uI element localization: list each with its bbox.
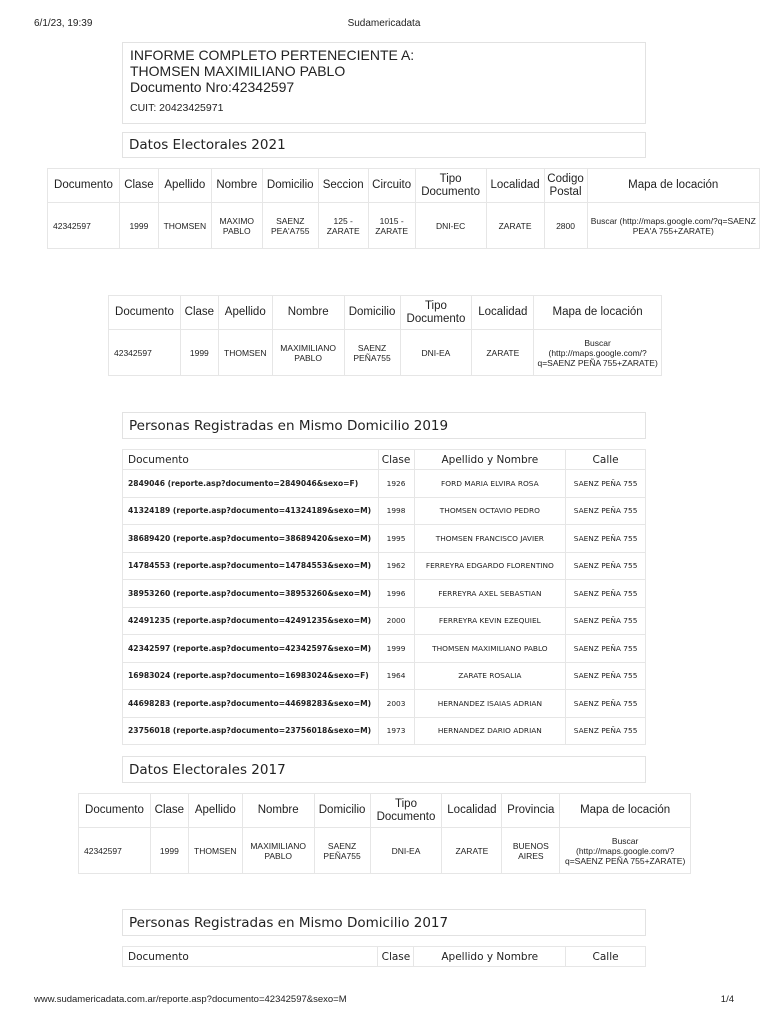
table-cell: SAENZ PEÑA 755 [566, 662, 646, 690]
column-header: Documento [123, 450, 379, 470]
column-header: Documento [79, 794, 151, 828]
column-header: Domicilio [262, 169, 318, 203]
page-number: 1/4 [720, 994, 734, 1005]
table-cell: HERNANDEZ DARIO ADRIAN [414, 717, 566, 745]
persons-2017-table [122, 946, 646, 967]
table-cell: THOMSEN [218, 330, 272, 376]
table-row [123, 690, 646, 718]
table-header-row [123, 947, 646, 967]
table-header-row [123, 450, 646, 470]
table-cell: MAXIMILIANO PABLO [272, 330, 344, 376]
map-link[interactable]: Buscar (http://maps.google.com/?q=SAENZ PEÑA 755+ZARATE) [534, 330, 662, 376]
document-link[interactable]: 23756018 (reporte.asp?documento=23756018&sexo=M) [123, 717, 379, 745]
column-header: Calle [566, 947, 646, 967]
table-cell: FERREYRA EDGARDO FLORENTINO [414, 552, 566, 580]
table-cell: 2800 [544, 203, 587, 249]
table-cell: ZARATE ROSALIA [414, 662, 566, 690]
table-cell: 1962 [378, 552, 414, 580]
table-cell: MAXIMO PABLO [211, 203, 262, 249]
electoral-2017-table [78, 793, 691, 874]
table-cell: SAENZ PEÑA 755 [566, 497, 646, 525]
column-header: Apellido [218, 296, 272, 330]
column-header: Tipo Documento [400, 296, 472, 330]
table-cell: THOMSEN MAXIMILIANO PABLO [414, 635, 566, 663]
column-header: Nombre [242, 794, 314, 828]
print-url: www.sudamericadata.com.ar/reporte.asp?documento=42342597&sexo=M [34, 994, 347, 1005]
table-cell: SAENZ PEÑA 755 [566, 690, 646, 718]
table-row [79, 828, 691, 874]
table-row [123, 525, 646, 553]
table-cell: 1926 [378, 470, 414, 498]
table-cell: SAENZ PEÑA 755 [566, 607, 646, 635]
column-header: Mapa de locación [560, 794, 691, 828]
column-header: Seccion [318, 169, 368, 203]
table-cell: 1995 [378, 525, 414, 553]
column-header: Documento [109, 296, 181, 330]
column-header: Codigo Postal [544, 169, 587, 203]
table-cell: ZARATE [486, 203, 544, 249]
table-cell: FORD MARIA ELVIRA ROSA [414, 470, 566, 498]
column-header: Documento [48, 169, 120, 203]
print-site-title: Sudamericadata [347, 18, 421, 29]
document-link[interactable]: 42342597 (reporte.asp?documento=42342597&sexo=M) [123, 635, 379, 663]
table-cell: THOMSEN [158, 203, 211, 249]
table-cell: SAENZ PEÑA 755 [566, 552, 646, 580]
table-header-row [79, 794, 691, 828]
section-title-persons-2017: Personas Registradas en Mismo Domicilio 2017 [122, 909, 646, 936]
column-header: Tipo Documento [415, 169, 486, 203]
column-header: Localidad [486, 169, 544, 203]
document-link[interactable]: 38689420 (reporte.asp?documento=38689420&sexo=M) [123, 525, 379, 553]
column-header: Domicilio [314, 794, 370, 828]
column-header: Domicilio [344, 296, 400, 330]
report-document-number: Documento Nro:42342597 [130, 79, 295, 95]
column-header: Clase [378, 947, 414, 967]
section-title-electoral-2021: Datos Electorales 2021 [122, 132, 646, 158]
table-cell: SAENZ PEÑA755 [344, 330, 400, 376]
table-row [123, 662, 646, 690]
column-header: Apellido [158, 169, 211, 203]
table-row [109, 330, 662, 376]
column-header: Mapa de locación [534, 296, 662, 330]
table-header-row [109, 296, 662, 330]
table-cell: DNI-EC [415, 203, 486, 249]
report-person-name: THOMSEN MAXIMILIANO PABLO [130, 63, 346, 79]
table-cell: FERREYRA AXEL SEBASTIAN [414, 580, 566, 608]
document-link[interactable]: 2849046 (reporte.asp?documento=2849046&sexo=F) [123, 470, 379, 498]
column-header: Localidad [442, 794, 502, 828]
column-header: Nombre [272, 296, 344, 330]
table-cell: 42342597 [109, 330, 181, 376]
table-cell: HERNANDEZ ISAIAS ADRIAN [414, 690, 566, 718]
column-header: Localidad [472, 296, 534, 330]
table-cell: SAENZ PEÑA 755 [566, 525, 646, 553]
table-cell: SAENZ PEÑA 755 [566, 580, 646, 608]
section-title-electoral-2017: Datos Electorales 2017 [122, 756, 646, 783]
report-cuit: CUIT: 20423425971 [130, 102, 224, 114]
table-header-row [48, 169, 760, 203]
print-header [34, 18, 734, 30]
table-cell: ZARATE [472, 330, 534, 376]
column-header: Provincia [502, 794, 560, 828]
report-title: INFORME COMPLETO PERTENECIENTE A: [130, 47, 415, 63]
print-date: 6/1/23, 19:39 [34, 18, 93, 29]
table-cell: 1015 - ZARATE [368, 203, 415, 249]
document-link[interactable]: 41324189 (reporte.asp?documento=41324189&sexo=M) [123, 497, 379, 525]
report-header-box [122, 42, 646, 124]
electoral-2021-table [47, 168, 760, 249]
persons-2019-table [122, 449, 646, 745]
table-cell: DNI-EA [370, 828, 442, 874]
column-header: Clase [150, 794, 188, 828]
map-link[interactable]: Buscar (http://maps.google.com/?q=SAENZ PEA'A 755+ZARATE) [587, 203, 759, 249]
print-footer [34, 994, 734, 1006]
table-cell: 1999 [119, 203, 158, 249]
table-row [123, 470, 646, 498]
table-cell: SAENZ PEÑA 755 [566, 635, 646, 663]
table-cell: 1964 [378, 662, 414, 690]
section-title-persons-2019: Personas Registradas en Mismo Domicilio 2019 [122, 412, 646, 439]
table-cell: 1999 [378, 635, 414, 663]
table-cell: SAENZ PEÑA 755 [566, 717, 646, 745]
table-cell: MAXIMILIANO PABLO [242, 828, 314, 874]
table-cell: THOMSEN FRANCISCO JAVIER [414, 525, 566, 553]
document-link[interactable]: 38953260 (reporte.asp?documento=38953260&sexo=M) [123, 580, 379, 608]
electoral-secondary-table [108, 295, 662, 376]
table-cell: 125 - ZARATE [318, 203, 368, 249]
table-cell: 1999 [150, 828, 188, 874]
table-cell: SAENZ PEA'A755 [262, 203, 318, 249]
column-header: Documento [123, 947, 378, 967]
document-link[interactable]: 14784553 (reporte.asp?documento=14784553&sexo=M) [123, 552, 379, 580]
column-header: Circuito [368, 169, 415, 203]
column-header: Clase [378, 450, 414, 470]
document-link[interactable]: 44698283 (reporte.asp?documento=44698283&sexo=M) [123, 690, 379, 718]
table-cell: DNI-EA [400, 330, 472, 376]
table-row [48, 203, 760, 249]
column-header: Clase [119, 169, 158, 203]
document-link[interactable]: 42491235 (reporte.asp?documento=42491235&sexo=M) [123, 607, 379, 635]
table-cell: 2000 [378, 607, 414, 635]
column-header: Tipo Documento [370, 794, 442, 828]
table-cell: FERREYRA KEVIN EZEQUIEL [414, 607, 566, 635]
table-cell: 42342597 [48, 203, 120, 249]
map-link[interactable]: Buscar (http://maps.google.com/?q=SAENZ PEÑA 755+ZARATE) [560, 828, 691, 874]
column-header: Nombre [211, 169, 262, 203]
table-row [123, 717, 646, 745]
document-link[interactable]: 16983024 (reporte.asp?documento=16983024&sexo=F) [123, 662, 379, 690]
table-row [123, 635, 646, 663]
table-cell: 1999 [180, 330, 218, 376]
column-header: Calle [566, 450, 646, 470]
table-row [123, 580, 646, 608]
column-header: Apellido [188, 794, 242, 828]
table-cell: SAENZ PEÑA755 [314, 828, 370, 874]
table-row [123, 552, 646, 580]
table-row [123, 607, 646, 635]
column-header: Apellido y Nombre [414, 450, 566, 470]
table-cell: BUENOS AIRES [502, 828, 560, 874]
table-cell: 1996 [378, 580, 414, 608]
column-header: Apellido y Nombre [414, 947, 566, 967]
column-header: Clase [180, 296, 218, 330]
table-cell: 1973 [378, 717, 414, 745]
table-cell: 42342597 [79, 828, 151, 874]
table-cell: 2003 [378, 690, 414, 718]
table-cell: ZARATE [442, 828, 502, 874]
table-cell: 1998 [378, 497, 414, 525]
column-header: Mapa de locación [587, 169, 759, 203]
table-cell: THOMSEN [188, 828, 242, 874]
table-cell: THOMSEN OCTAVIO PEDRO [414, 497, 566, 525]
table-row [123, 497, 646, 525]
table-cell: SAENZ PEÑA 755 [566, 470, 646, 498]
